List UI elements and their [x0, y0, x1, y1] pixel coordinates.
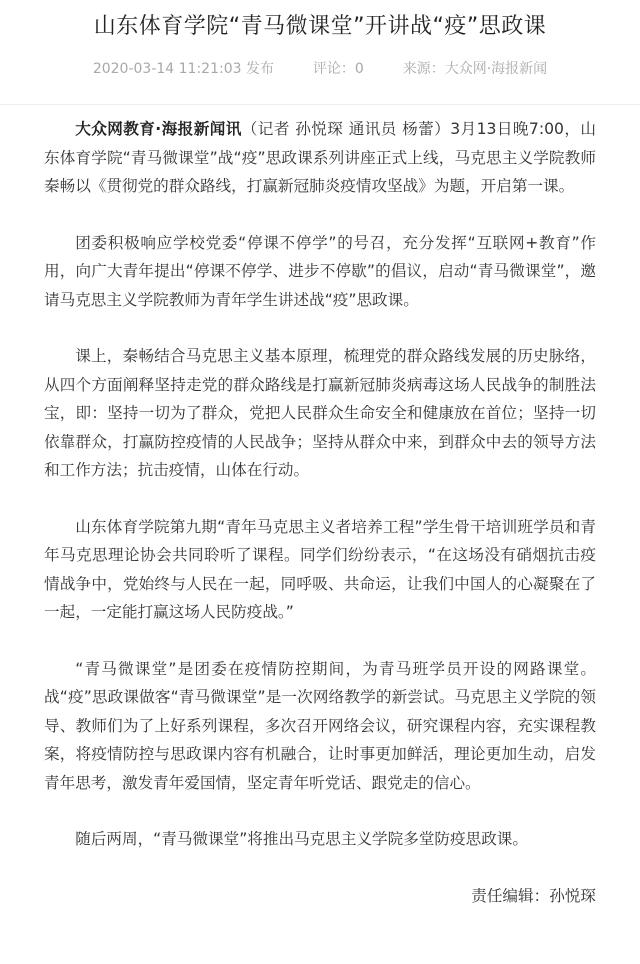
- article-lead: 大众网教育·海报新闻讯: [75, 120, 242, 138]
- article-paragraph: 山东体育学院第九期“青年马克思主义者培养工程”学生骨干培训班学员和青年马克思理论协会共同聆听了课程。同学们纷纷表示，“在这场没有硝烟抗击疫情战争中，党始终与人民在一起，同呼吸、共命运，让我们中国人的心凝聚在了一起，一定能打赢这场人民防疫战。”: [44, 517, 596, 621]
- publish-datetime: 2020-03-14 11:21:03: [92, 61, 242, 77]
- header-divider: [0, 104, 640, 105]
- article-body: [44, 115, 596, 854]
- article-title: 山东体育学院“青马微课堂”开讲战“疫”思政课: [93, 14, 547, 39]
- publish-label: 发布: [245, 61, 274, 77]
- article-paragraph: 课上，秦畅结合马克思主义基本原理，梳理党的群众路线发展的历史脉络，从四个方面阐释坚持走党的群众路线是打赢新冠肺炎病毒这场人民战争的制胜法宝，即：坚持一切为了群众，党把人民群众生命安全和健康放在首位；坚持一切依靠群众，打赢防控疫情的人民战争；坚持从群众中来，到群众中去的领导方法和工作方法；抗击疫情，山体在行动。: [44, 347, 596, 479]
- paragraph-text: （记者 孙悦琛 通讯员 杨蕾）3月13日晚7:00，山东体育学院“青马微课堂”战“疫”思政课系列讲座正式上线，马克思主义学院教师秦畅以《贯彻党的群众路线，打赢新冠肺炎疫情攻坚战》为题，开启第一课。: [44, 120, 596, 195]
- article-meta: [44, 58, 596, 78]
- article-paragraph: 随后两周，“青马微课堂”将推出马克思主义学院多堂防疫思政课。: [75, 830, 528, 848]
- comment-count[interactable]: 0: [354, 61, 364, 77]
- responsible-editor: 责任编辑：孙悦琛: [471, 886, 596, 905]
- article-paragraph: “青马微课堂”是团委在疫情防控期间，为青马班学员开设的网路课堂。战“疫”思政课做客“青马微课堂”是一次网络教学的新尝试。马克思主义学院的领导、教师们为了上好系列课程，多次召开网络会议，研究课程内容，充实课程教案，将疫情防控与思政课内容有机融合，让时事更加鲜活，理论更加生动，启发青年思考，激发青年爱国情，坚定青年听党话、跟党走的信心。: [44, 659, 596, 792]
- article-paragraph: 团委积极响应学校党委“停课不停学”的号召，充分发挥“互联网+教育”作用，向广大青年提出“停课不停学、进步不停歇”的倡议，启动“青马微课堂”，邀请马克思主义学院教师为青年学生讲述战“疫”思政课。: [44, 233, 596, 309]
- comment-label: 评论：: [312, 61, 355, 77]
- article-source: 来源：大众网·海报新闻: [402, 61, 548, 77]
- article-paragraph: [44, 115, 596, 201]
